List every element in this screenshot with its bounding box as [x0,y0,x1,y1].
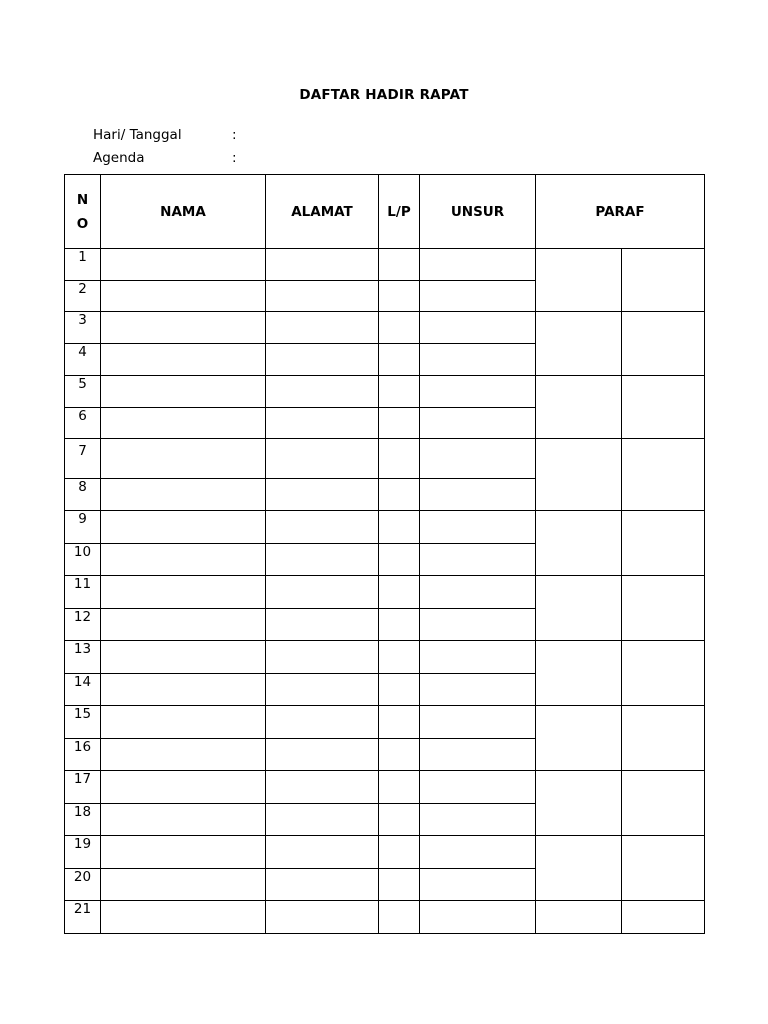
unsur-cell[interactable] [420,344,536,376]
row-number: 4 [65,344,101,376]
paraf-left-cell[interactable] [536,376,622,439]
unsur-cell[interactable] [420,804,536,836]
lp-cell[interactable] [379,576,420,609]
alamat-cell[interactable] [266,771,379,804]
lp-cell[interactable] [379,408,420,439]
header-row [65,175,705,249]
unsur-cell[interactable] [420,674,536,706]
paraf-left-cell[interactable] [536,312,622,376]
nama-cell[interactable] [101,771,266,804]
row-number: 11 [65,576,101,609]
header-unsur: UNSUR [420,175,536,249]
document-title: DAFTAR HADIR RAPAT [299,87,469,103]
unsur-cell[interactable] [420,408,536,439]
nama-cell[interactable] [101,511,266,544]
unsur-cell[interactable] [420,739,536,771]
row-number: 21 [65,901,101,934]
nama-cell[interactable] [101,869,266,901]
header-nama: NAMA [101,175,266,249]
row-number: 2 [65,281,101,312]
unsur-cell[interactable] [420,836,536,869]
unsur-cell[interactable] [420,706,536,739]
table-row [65,771,705,804]
unsur-cell[interactable] [420,576,536,609]
row-number: 7 [65,439,101,479]
unsur-cell[interactable] [420,479,536,511]
table-row [65,706,705,739]
row-number: 15 [65,706,101,739]
nama-cell[interactable] [101,706,266,739]
nama-cell[interactable] [101,804,266,836]
table-row [65,836,705,869]
header-lp: L/P [379,175,420,249]
nama-cell[interactable] [101,281,266,312]
table-row [65,901,705,934]
paraf-right-cell[interactable] [622,641,705,706]
unsur-cell[interactable] [420,771,536,804]
unsur-cell[interactable] [420,511,536,544]
table-row [65,376,705,408]
header-paraf: PARAF [536,175,705,249]
alamat-cell[interactable] [266,544,379,576]
paraf-right-cell[interactable] [622,771,705,836]
paraf-left-cell[interactable] [536,836,622,901]
lp-cell[interactable] [379,281,420,312]
lp-cell[interactable] [379,544,420,576]
paraf-right-cell[interactable] [622,312,705,376]
paraf-right-cell[interactable] [622,706,705,771]
lp-cell[interactable] [379,804,420,836]
alamat-cell[interactable] [266,739,379,771]
nama-cell[interactable] [101,479,266,511]
lp-cell[interactable] [379,511,420,544]
unsur-cell[interactable] [420,439,536,479]
nama-cell[interactable] [101,836,266,869]
nama-cell[interactable] [101,544,266,576]
lp-cell[interactable] [379,344,420,376]
table-body [65,249,705,934]
nama-cell[interactable] [101,408,266,439]
paraf-left-cell[interactable] [536,511,622,576]
row-number: 5 [65,376,101,408]
lp-cell[interactable] [379,376,420,408]
meta-agenda [93,150,237,166]
paraf-left-cell[interactable] [536,771,622,836]
row-number: 6 [65,408,101,439]
nama-cell[interactable] [101,609,266,641]
nama-cell[interactable] [101,344,266,376]
alamat-cell[interactable] [266,706,379,739]
row-number: 1 [65,249,101,281]
lp-cell[interactable] [379,869,420,901]
alamat-cell[interactable] [266,869,379,901]
table-row [65,576,705,609]
unsur-cell[interactable] [420,249,536,281]
alamat-cell[interactable] [266,576,379,609]
alamat-cell[interactable] [266,281,379,312]
alamat-cell[interactable] [266,439,379,479]
row-number: 20 [65,869,101,901]
header-no-line1: N [76,191,89,208]
alamat-cell[interactable] [266,312,379,344]
alamat-cell[interactable] [266,641,379,674]
header-no-line2: O [76,215,89,232]
alamat-cell[interactable] [266,609,379,641]
paraf-left-cell[interactable] [536,641,622,706]
nama-cell[interactable] [101,674,266,706]
lp-cell[interactable] [379,312,420,344]
alamat-cell[interactable] [266,479,379,511]
header-no [65,175,101,249]
paraf-right-cell[interactable] [622,439,705,511]
lp-cell[interactable] [379,706,420,739]
unsur-cell[interactable] [420,901,536,934]
paraf-right-cell[interactable] [622,511,705,576]
hari-tanggal-label: Hari/ Tanggal [93,127,182,143]
alamat-cell[interactable] [266,804,379,836]
unsur-cell[interactable] [420,281,536,312]
alamat-cell[interactable] [266,344,379,376]
attendance-table [64,174,705,934]
nama-cell[interactable] [101,249,266,281]
paraf-left-cell[interactable] [536,439,622,511]
lp-cell[interactable] [379,609,420,641]
nama-cell[interactable] [101,439,266,479]
row-number: 10 [65,544,101,576]
lp-cell[interactable] [379,771,420,804]
table-row [65,641,705,674]
header-alamat: ALAMAT [266,175,379,249]
nama-cell[interactable] [101,901,266,934]
alamat-cell[interactable] [266,408,379,439]
nama-cell[interactable] [101,576,266,609]
table-row [65,249,705,281]
row-number: 3 [65,312,101,344]
paraf-left-cell[interactable] [536,249,622,312]
paraf-left-cell[interactable] [536,706,622,771]
nama-cell[interactable] [101,312,266,344]
paraf-right-cell[interactable] [622,376,705,439]
lp-cell[interactable] [379,901,420,934]
alamat-cell[interactable] [266,511,379,544]
row-number: 8 [65,479,101,511]
table-row [65,439,705,479]
unsur-cell[interactable] [420,544,536,576]
hari-tanggal-separator: : [232,127,237,143]
paraf-left-cell[interactable] [536,576,622,641]
paraf-right-cell[interactable] [622,249,705,312]
alamat-cell[interactable] [266,249,379,281]
row-number: 17 [65,771,101,804]
row-number: 14 [65,674,101,706]
agenda-separator: : [232,150,237,166]
table-row [65,312,705,344]
alamat-cell[interactable] [266,901,379,934]
unsur-cell[interactable] [420,312,536,344]
row-number: 18 [65,804,101,836]
paraf-left-cell[interactable] [536,901,622,934]
lp-cell[interactable] [379,836,420,869]
paraf-right-cell[interactable] [622,836,705,901]
row-number: 19 [65,836,101,869]
lp-cell[interactable] [379,439,420,479]
unsur-cell[interactable] [420,609,536,641]
alamat-cell[interactable] [266,674,379,706]
unsur-cell[interactable] [420,641,536,674]
lp-cell[interactable] [379,739,420,771]
alamat-cell[interactable] [266,836,379,869]
paraf-right-cell[interactable] [622,576,705,641]
paraf-right-cell[interactable] [622,901,705,934]
meta-hari-tanggal [93,127,237,143]
row-number: 13 [65,641,101,674]
unsur-cell[interactable] [420,376,536,408]
lp-cell[interactable] [379,479,420,511]
nama-cell[interactable] [101,376,266,408]
unsur-cell[interactable] [420,869,536,901]
alamat-cell[interactable] [266,376,379,408]
row-number: 9 [65,511,101,544]
nama-cell[interactable] [101,641,266,674]
lp-cell[interactable] [379,249,420,281]
row-number: 12 [65,609,101,641]
agenda-label: Agenda [93,150,145,166]
lp-cell[interactable] [379,674,420,706]
lp-cell[interactable] [379,641,420,674]
nama-cell[interactable] [101,739,266,771]
table-row [65,511,705,544]
row-number: 16 [65,739,101,771]
